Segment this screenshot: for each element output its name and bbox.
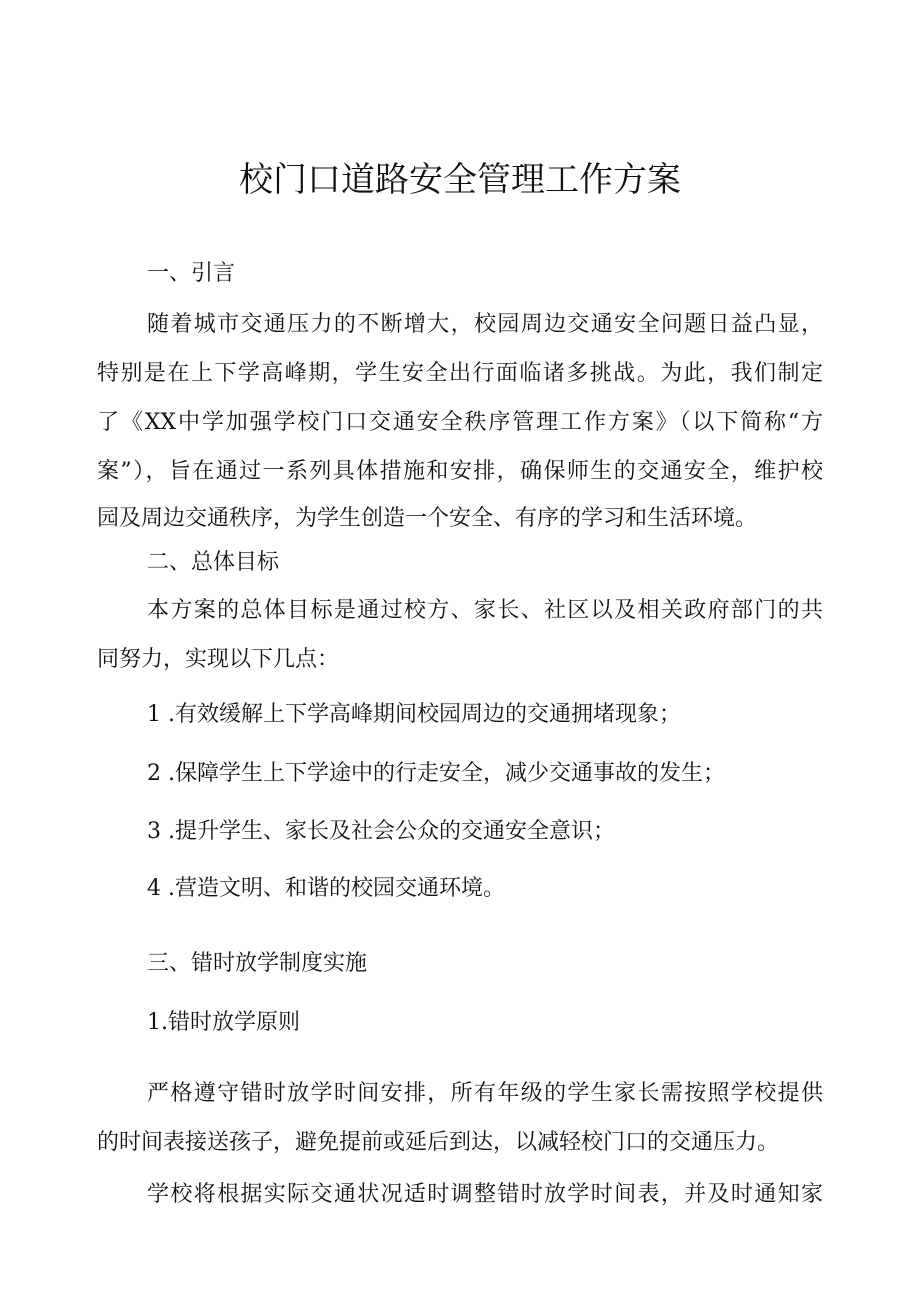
paragraph-line: 的时间表接送孩子，避免提前或延后到达，以减轻校门口的交通压力。 xyxy=(97,1130,780,1155)
section-heading-goals: 二、总体目标 xyxy=(147,550,280,575)
paragraph-line: 案”），旨在通过一系列具体措施和安排，确保师生的交通安全，维护校 xyxy=(97,459,823,484)
list-item: 1 .有效缓解上下学高峰期间校园周边的交通拥堵现象； xyxy=(147,702,681,727)
paragraph-line: 了《XX中学加强学校门口交通安全秩序管理工作方案》（以下简称“方 xyxy=(97,410,823,435)
section-heading-staggered: 三、错时放学制度实施 xyxy=(147,951,368,976)
paragraph-line: 园及周边交通秩序，为学生创造一个安全、有序的学习和生活环境。 xyxy=(97,506,758,531)
paragraph-line: 随着城市交通压力的不断增大，校园周边交通安全问题日益凸显， xyxy=(147,312,823,337)
sub-heading: 1.错时放学原则 xyxy=(147,1010,300,1035)
list-item: 2 .保障学生上下学途中的行走安全，减少交通事故的发生； xyxy=(147,761,725,786)
list-item: 3 .提升学生、家长及社会公众的交通安全意识； xyxy=(147,819,615,844)
section-heading-intro: 一、引言 xyxy=(147,261,236,286)
paragraph-line: 同努力，实现以下几点： xyxy=(97,647,340,672)
paragraph-line: 学校将根据实际交通状况适时调整错时放学时间表，并及时通知家 xyxy=(147,1182,823,1207)
paragraph-line: 特别是在上下学高峰期，学生安全出行面临诸多挑战。为此，我们制定 xyxy=(97,361,823,386)
list-item: 4 .营造文明、和谐的校园交通环境。 xyxy=(147,876,505,901)
paragraph-line: 本方案的总体目标是通过校方、家长、社区以及相关政府部门的共 xyxy=(147,598,823,623)
document-title: 校门口道路安全管理工作方案 xyxy=(239,160,681,200)
paragraph-line: 严格遵守错时放学时间安排，所有年级的学生家长需按照学校提供 xyxy=(147,1081,823,1106)
